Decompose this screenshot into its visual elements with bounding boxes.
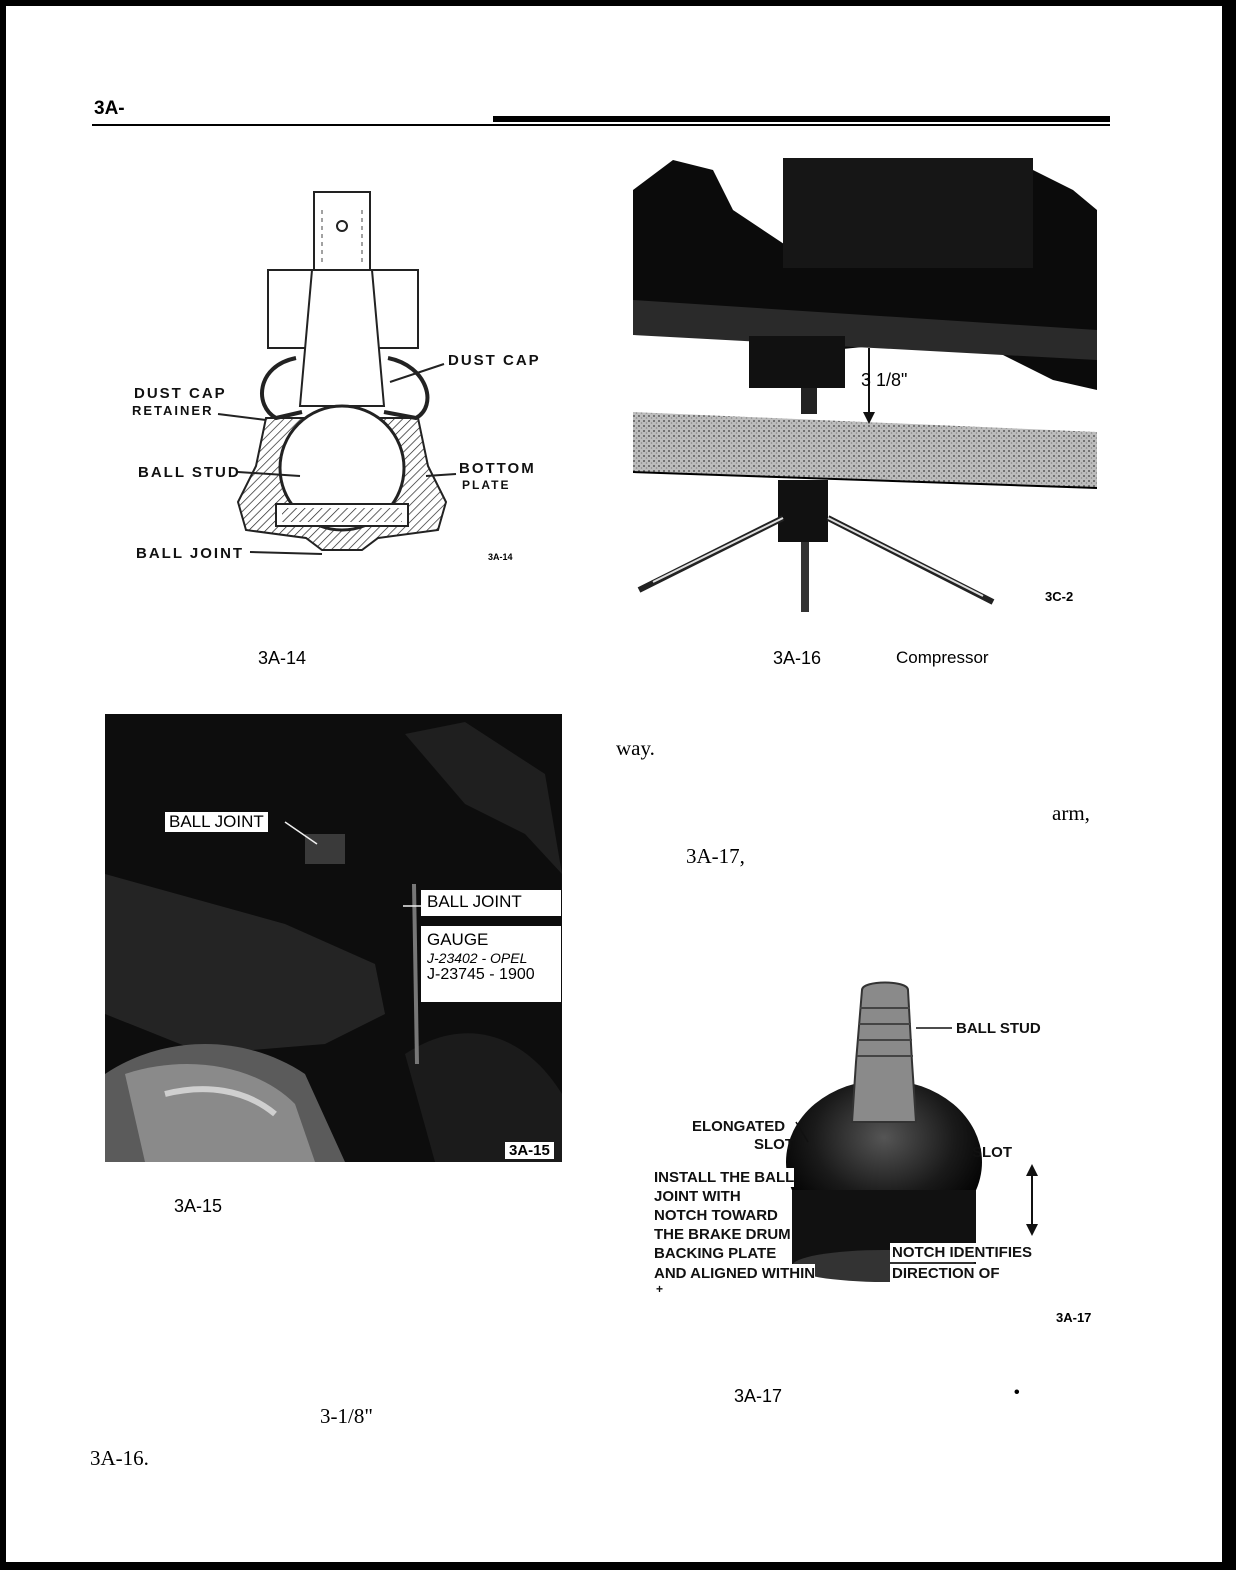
label-1900: J-23745 - 1900 [427, 966, 535, 983]
label-gauge: GAUGE [427, 930, 489, 949]
label-slot-right: SLOT [972, 1144, 1012, 1161]
label-ball-joint-gauge: BALL JOINT [427, 892, 522, 911]
label-install-1: INSTALL THE BALL [654, 1169, 795, 1186]
label-notch-2: DIRECTION OF [892, 1265, 1000, 1282]
label-notch-1: NOTCH IDENTIFIES [892, 1244, 1033, 1261]
body-text-ref-3a-16: 3A-16. [90, 1446, 149, 1470]
body-text-arm: arm, [1052, 801, 1090, 825]
body-text-way: way. [616, 736, 655, 760]
label-elongated: ELONGATED [692, 1118, 786, 1135]
label-bottom: BOTTOM [459, 460, 536, 477]
manual-page [6, 6, 1222, 1562]
label-install-6: AND ALIGNED WITHIN [654, 1265, 816, 1282]
label-install-3: NOTCH TOWARD [654, 1207, 778, 1224]
label-install-2: JOINT WITH [654, 1188, 741, 1205]
body-text-ref-3a-17: 3A-17, [686, 844, 745, 868]
figure-code: 3C-2 [1045, 589, 1074, 604]
header-rule [92, 124, 1110, 126]
caption-3a-16: 3A-16 [773, 648, 822, 668]
label-install-7: + [656, 1282, 664, 1296]
figure-3a-17 [646, 972, 1106, 1332]
gauge-label-box [421, 890, 561, 1002]
label-install-5: BACKING PLATE [654, 1245, 777, 1262]
label-plate: PLATE [462, 478, 511, 492]
label-ball-stud: BALL STUD [138, 464, 241, 481]
ball-joint-cross-section-drawing [126, 186, 546, 576]
label-ball-stud: BALL STUD [956, 1020, 1041, 1037]
figure-code: 3A-17 [1056, 1310, 1092, 1325]
figure-3a-15-photo [105, 714, 562, 1162]
figure-3a-16-photo [633, 150, 1097, 614]
label-ball-joint: BALL JOINT [136, 545, 245, 562]
label-dust-cap-retainer-1: DUST CAP [134, 385, 227, 402]
figure-code: 3A-14 [488, 552, 513, 562]
header-rule-thick [493, 116, 1110, 122]
section-header: 3A- [94, 98, 125, 119]
figure-code: 3A-15 [505, 1142, 554, 1159]
label-dust-cap-retainer-2: RETAINER [132, 403, 214, 418]
measure-label: 3 1/8" [861, 370, 908, 390]
bullet-mark: • [1014, 1384, 1020, 1401]
label-dust-cap: DUST CAP [448, 352, 541, 369]
caption-3a-15: 3A-15 [174, 1196, 223, 1216]
label-ball-joint: BALL JOINT [165, 812, 268, 832]
caption-compressor: Compressor [896, 648, 989, 667]
caption-3a-14: 3A-14 [258, 648, 307, 668]
label-install-4: THE BRAKE DRUM [654, 1226, 791, 1243]
label-slot-left: SLOT [754, 1136, 794, 1153]
caption-3a-17: 3A-17 [734, 1386, 783, 1406]
figure-3a-14 [126, 186, 546, 576]
label-opel: J-23402 - OPEL [427, 950, 528, 966]
body-text-measure: 3-1/8" [320, 1404, 373, 1428]
